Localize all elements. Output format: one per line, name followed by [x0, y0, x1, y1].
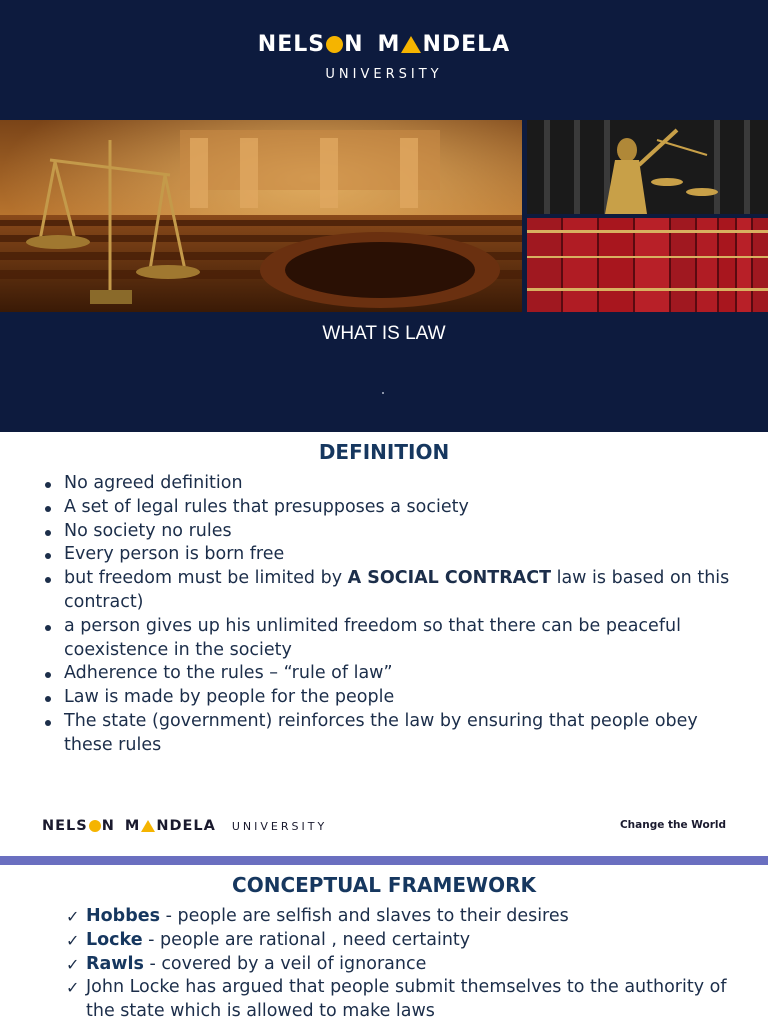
list-item-text: - covered by a veil of ignorance [143, 953, 427, 974]
title-slide [0, 0, 768, 432]
list-item [66, 929, 756, 953]
list-item: Law is made by people for the people [44, 686, 744, 710]
list-item [66, 953, 756, 977]
definition-slide [0, 432, 768, 856]
logo-text-nelson-start: NELS [42, 818, 88, 834]
checkmark-icon: ✓ [66, 930, 80, 950]
footer-university-logo [42, 818, 327, 834]
logo-text-mandela-end: NDELA [422, 32, 511, 57]
list-item: Every person is born free [44, 543, 744, 567]
list-item-text: - people are selfish and slaves to their desires [160, 906, 569, 926]
logo-dot-icon [326, 36, 343, 53]
logo-triangle-icon [141, 820, 155, 832]
definition-list [44, 472, 744, 758]
checkmark-icon: ✓ [66, 954, 80, 974]
logo-text-nelson-start: NELS [257, 32, 326, 57]
checkmark-icon: ✓ [66, 907, 80, 926]
list-item [66, 976, 756, 1024]
conceptual-framework-slide [0, 865, 768, 1024]
list-item-text: - people are rational , need certainty [142, 929, 471, 950]
logo-text-mandela-end: NDELA [156, 818, 216, 834]
courtroom-photo [0, 120, 522, 312]
list-item-text: but freedom must be limited by [64, 568, 348, 589]
list-item: No agreed definition [44, 472, 744, 496]
slide-title: WHAT IS LAW [322, 323, 446, 344]
logo-text-nelson-end: N [344, 32, 364, 57]
law-books-photo [527, 218, 768, 312]
logo-triangle-icon [401, 36, 421, 53]
footer-tagline: Change the World [619, 819, 726, 831]
logo-text-nelson-end: N [101, 818, 115, 834]
list-item: The state (government) reinforces the law by ensuring that people obey these rules [44, 710, 744, 758]
list-item-emphasis: Rawls [86, 953, 144, 974]
lady-justice-photo [527, 120, 768, 214]
logo-subtitle: UNIVERSITY [325, 67, 443, 82]
definition-heading: DEFINITION [318, 440, 450, 464]
framework-list [66, 905, 756, 1024]
list-item [66, 905, 756, 929]
list-item-text: law is based on this contract) [64, 568, 730, 612]
list-item: A set of legal rules that presupposes a society [44, 496, 744, 520]
list-item [44, 567, 744, 615]
list-item-emphasis: Locke [86, 929, 143, 950]
list-item: Adherence to the rules – “rule of law” [44, 662, 744, 686]
list-item-text: John Locke has argued that people submit themselves to the authority of the state which is allowed to make laws [86, 977, 727, 1022]
slide-separator [0, 856, 768, 865]
list-item: No society no rules [44, 520, 744, 544]
logo-dot-icon [89, 820, 101, 832]
list-item-emphasis: A SOCIAL CONTRACT [347, 568, 552, 589]
logo-text-mandela-start: M [124, 818, 141, 834]
list-item-emphasis: Hobbes [86, 906, 161, 926]
conceptual-framework-heading: CONCEPTUAL FRAMEWORK [232, 873, 536, 897]
logo-subtitle: UNIVERSITY [231, 819, 328, 833]
logo-text-mandela-start: M [377, 32, 401, 57]
university-logo [0, 32, 768, 82]
decorative-dot [382, 392, 384, 394]
list-item: a person gives up his unlimited freedom so that there can be peaceful coexistence in the society [44, 615, 744, 663]
checkmark-icon: ✓ [66, 978, 80, 998]
